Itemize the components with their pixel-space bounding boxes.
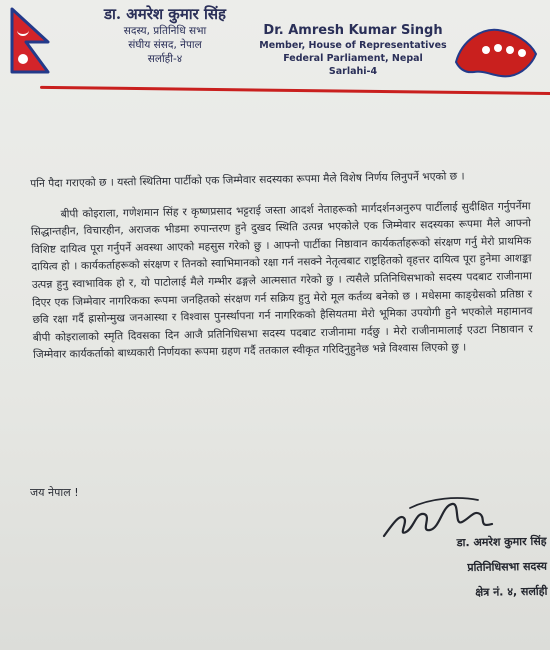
- signature-block: [391, 529, 547, 607]
- letter-body: [30, 167, 533, 365]
- letterhead-constituency-en: Sarlahi-4: [328, 66, 378, 77]
- letterhead-english: [258, 22, 448, 78]
- letterhead-parliament-np: संघीय संसद, नेपाल: [128, 39, 202, 51]
- party-emblem-icon: [452, 20, 540, 82]
- body-paragraph-2: बीपी कोइराला, गणेशमान सिंह र कृष्णप्रसाद भट्टराई जस्ता आदर्श नेताहरूको मार्गदर्शनअनुरुप पार्टीलाई सुदीक्षित गर्नुपर्नेमा सिद्धान्तहीन, विचारहीन, अराजक भीडमा रुपान्तरण हुने दुखद स्थिति उत्पन्न भएकोले एक जिम्मेवार सदस्यका रूपमा मैले आफ्नो विशिष्ट दायित्व पूरा गर्नुपर्ने अवस्था आएको महसुस गरेको छु । आफ्नो पार्टीका निष्ठावान कार्यकर्ताहरूको संरक्षण गर्नु मेरो प्राथमिक दायित्व हो । कार्यकर्ताहरूको संरक्षण र तिनको स्वाभिमानको रक्षा गर्न नसक्ने नेतृत्वबाट राष्ट्रहितको वृहत्तर दायित्व पूरा हुनेमा आशङ्का उत्पन्न हुनु स्वाभाविक हो र, यो पाटोलाई मैले गम्भीर ढङ्गले आत्मसात गरेको छु । त्यसैले प्रतिनिधिसभाको सदस्य पदबाट राजीनामा दिएर एक जिम्मेवार नागरिकका रूपमा जनहितको संरक्षण गर्न सक्रिय हुनु मेरो मूल कर्तव्य बनेको छ । मधेसमा काङ्ग्रेसको प्रतिष्ठा र छवि रक्षा गर्दै ह्रासोन्मुख जनआस्था र विश्वास पुनर्स्थापना गर्न नागरिकको हैसियतमा मेरो भूमिका उपयोगी हुने भएकोले महामानव बीपी कोइरालाको स्मृति दिवसका दिन आजै प्रतिनिधिसभा सदस्य पदबाट राजीनामा गर्दछु । मेरो राजीनामालाई एउटा निष्ठावान र जिम्मेवार कार्यकर्ताको बाध्यकारी निर्णयका रूपमा ग्रहण गर्दै ततकाल स्वीकृत गरिदिनुहुनेछ भन्ने विश्वास लिएको छु ।: [30, 199, 533, 362]
- letterhead-name-en: Dr. Amresh Kumar Singh: [263, 23, 443, 38]
- letterhead-constituency-np: सर्लाही-४: [147, 53, 183, 65]
- letterhead-role-en: Member, House of Representatives: [259, 40, 447, 51]
- signatory-constituency: क्षेत्र नं. ४, सर्लाही: [475, 584, 548, 599]
- signatory-name: डा. अमरेश कुमार सिंह: [456, 534, 547, 550]
- nepal-flag-icon: [4, 6, 54, 76]
- letterhead-name-np: डा. अमरेश कुमार सिंह: [103, 5, 227, 23]
- letterhead-role-np: सदस्य, प्रतिनिधि सभा: [123, 25, 207, 37]
- letterhead-divider: [40, 86, 550, 95]
- letterhead-nepali: [80, 4, 250, 66]
- letterhead-parliament-en: Federal Parliament, Nepal: [283, 53, 423, 64]
- closing-salutation: जय नेपाल !: [30, 486, 79, 499]
- body-paragraph-1: पनि पैदा गराएको छ । यस्तो स्थितिमा पार्टीको एक जिम्मेवार सदस्यका रूपमा मैले विशेष निर्णय लिनुपर्ने भएको छ ।: [30, 170, 465, 190]
- signatory-title: प्रतिनिधिसभा सदस्य: [467, 559, 548, 575]
